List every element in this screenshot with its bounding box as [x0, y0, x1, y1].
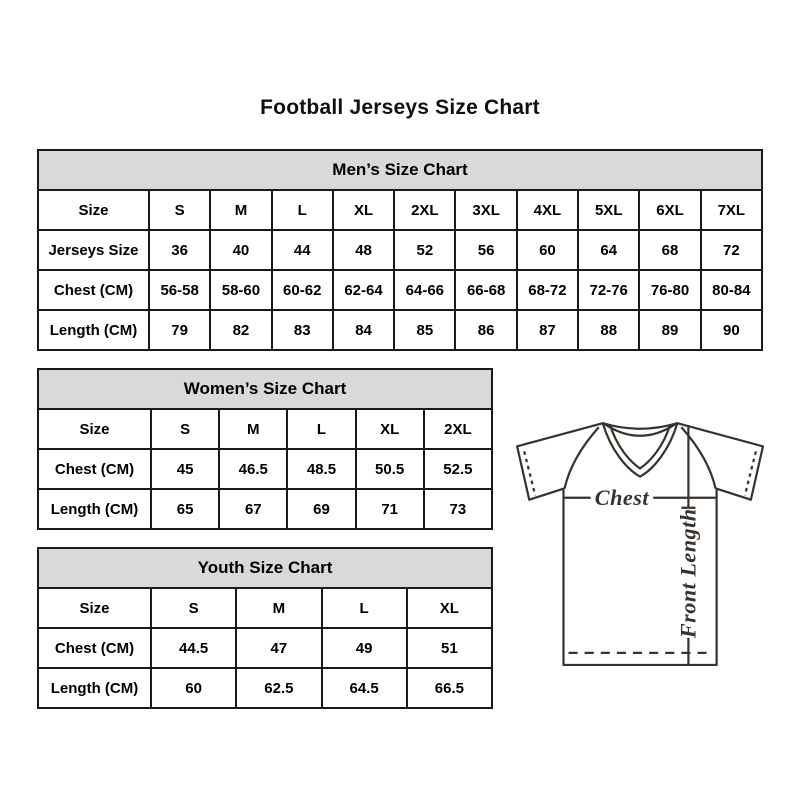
value-cell: 45 [151, 449, 219, 489]
mens-size-table [37, 149, 763, 351]
table-row [38, 409, 492, 449]
value-cell: 89 [639, 310, 700, 350]
value-cell: 86 [455, 310, 516, 350]
row-label-cell: Length (CM) [38, 310, 149, 350]
value-cell: 40 [210, 230, 271, 270]
value-cell: S [151, 588, 236, 628]
value-cell: 79 [149, 310, 210, 350]
table-header-row [38, 150, 762, 190]
row-label-cell: Length (CM) [38, 668, 151, 708]
table-header-row [38, 548, 492, 588]
jersey-measurement-diagram [502, 400, 764, 672]
value-cell: 47 [236, 628, 321, 668]
value-cell: 66.5 [407, 668, 492, 708]
value-cell: 60 [517, 230, 578, 270]
value-cell: M [236, 588, 321, 628]
row-label-cell: Jerseys Size [38, 230, 149, 270]
value-cell: 83 [272, 310, 333, 350]
value-cell: 65 [151, 489, 219, 529]
table-header-row [38, 369, 492, 409]
value-cell: L [322, 588, 407, 628]
table-row [38, 310, 762, 350]
table-row [38, 668, 492, 708]
youth-size-table [37, 547, 493, 709]
table-row [38, 230, 762, 270]
value-cell: 62.5 [236, 668, 321, 708]
value-cell: 88 [578, 310, 639, 350]
table-row [38, 628, 492, 668]
value-cell: XL [356, 409, 424, 449]
value-cell: 85 [394, 310, 455, 350]
table-row [38, 190, 762, 230]
value-cell: 68 [639, 230, 700, 270]
row-label-cell: Chest (CM) [38, 449, 151, 489]
value-cell: 60 [151, 668, 236, 708]
value-cell: 44 [272, 230, 333, 270]
value-cell: 5XL [578, 190, 639, 230]
value-cell: 64-66 [394, 270, 455, 310]
value-cell: 66-68 [455, 270, 516, 310]
value-cell: 72-76 [578, 270, 639, 310]
row-label-cell: Chest (CM) [38, 270, 149, 310]
page-title: Football Jerseys Size Chart [260, 96, 540, 119]
value-cell: M [219, 409, 287, 449]
value-cell: 62-64 [333, 270, 394, 310]
value-cell: 73 [424, 489, 492, 529]
womens-size-table [37, 368, 493, 530]
value-cell: L [272, 190, 333, 230]
value-cell: 6XL [639, 190, 700, 230]
chest-label: Chest [594, 484, 650, 510]
value-cell: 64 [578, 230, 639, 270]
value-cell: 49 [322, 628, 407, 668]
value-cell: S [151, 409, 219, 449]
table-row [38, 449, 492, 489]
value-cell: 50.5 [356, 449, 424, 489]
value-cell: 52.5 [424, 449, 492, 489]
value-cell: 90 [701, 310, 762, 350]
value-cell: 84 [333, 310, 394, 350]
value-cell: 56 [455, 230, 516, 270]
row-label-cell: Size [38, 409, 151, 449]
table-row [38, 270, 762, 310]
value-cell: 60-62 [272, 270, 333, 310]
value-cell: 46.5 [219, 449, 287, 489]
value-cell: 7XL [701, 190, 762, 230]
jersey-outline [517, 423, 763, 665]
value-cell: L [287, 409, 355, 449]
value-cell: 69 [287, 489, 355, 529]
value-cell: 58-60 [210, 270, 271, 310]
value-cell: 68-72 [517, 270, 578, 310]
value-cell: 76-80 [639, 270, 700, 310]
value-cell: XL [407, 588, 492, 628]
front-length-label: Front Length [675, 508, 701, 639]
table-row [38, 489, 492, 529]
table-row [38, 588, 492, 628]
table-title: Women’s Size Chart [38, 369, 492, 409]
value-cell: M [210, 190, 271, 230]
value-cell: S [149, 190, 210, 230]
row-label-cell: Chest (CM) [38, 628, 151, 668]
row-label-cell: Length (CM) [38, 489, 151, 529]
value-cell: 48 [333, 230, 394, 270]
table-title: Youth Size Chart [38, 548, 492, 588]
value-cell: 82 [210, 310, 271, 350]
value-cell: 4XL [517, 190, 578, 230]
value-cell: 52 [394, 230, 455, 270]
value-cell: 3XL [455, 190, 516, 230]
value-cell: 36 [149, 230, 210, 270]
value-cell: 2XL [394, 190, 455, 230]
row-label-cell: Size [38, 190, 149, 230]
value-cell: 80-84 [701, 270, 762, 310]
value-cell: 87 [517, 310, 578, 350]
value-cell: 44.5 [151, 628, 236, 668]
value-cell: 64.5 [322, 668, 407, 708]
value-cell: 51 [407, 628, 492, 668]
value-cell: 56-58 [149, 270, 210, 310]
value-cell: 48.5 [287, 449, 355, 489]
value-cell: 72 [701, 230, 762, 270]
value-cell: 71 [356, 489, 424, 529]
row-label-cell: Size [38, 588, 151, 628]
value-cell: XL [333, 190, 394, 230]
value-cell: 67 [219, 489, 287, 529]
table-title: Men’s Size Chart [38, 150, 762, 190]
value-cell: 2XL [424, 409, 492, 449]
